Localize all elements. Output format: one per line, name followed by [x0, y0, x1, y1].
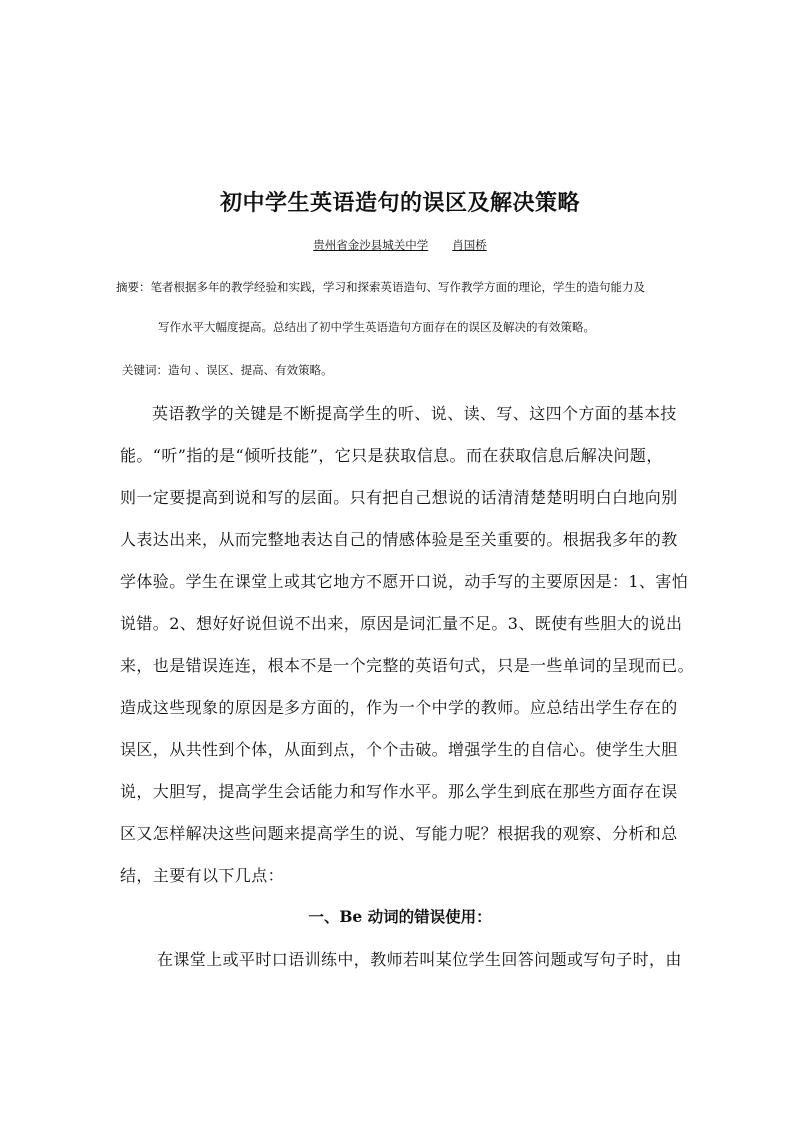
body-line: 造成这些现象的原因是多方面的，作为一个中学的教师。应总结出学生存在的 — [120, 698, 678, 717]
body-line: 说错。2、想好好说但说不出来，原因是词汇量不足。3、既使有些胆大的说出 — [120, 614, 683, 633]
author-line — [0, 237, 800, 253]
body-line: 来，也是错误连连，根本不是一个完整的英语句式，只是一些单词的呈现而已。 — [120, 656, 695, 675]
section-heading: 一、Be 动词的错误使用： — [308, 907, 492, 926]
body-line: 在课堂上或平时口语训练中，教师若叫某位学生回答问题或写句子时，由 — [157, 950, 682, 969]
keywords-line: 关键词：造句 、误区、提高、有效策略。 — [122, 363, 333, 377]
body-line: 结，主要有以下几点： — [120, 866, 285, 885]
document-title: 初中学生英语造句的误区及解决策略 — [219, 191, 580, 216]
abstract-line-1: 摘要：笔者根据多年的教学经验和实践，学习和探索英语造句、写作教学方面的理论，学生的造句能力及 — [116, 280, 645, 294]
body-line: 能。“听”指的是“倾听技能”，它只是获取信息。而在获取信息后解决问题， — [120, 446, 663, 465]
body-line: 则一定要提高到说和写的层面。只有把自己想说的话清清楚楚明明白白地向别 — [120, 488, 678, 507]
author-school: 贵州省金沙县城关中学 — [313, 238, 429, 252]
body-line: 学体验。学生在课堂上或其它地方不愿开口说，动手写的主要原因是：1、害怕 — [120, 572, 689, 591]
body-line: 说，大胆写，提高学生会话能力和写作水平。那么学生到底在那些方面存在误 — [120, 782, 678, 801]
abstract-line-2: 写作水平大幅度提高。总结出了初中学生英语造句方面存在的误区及解决的有效策略。 — [158, 320, 595, 334]
body-line: 人表达出来，从而完整地表达自己的情感体验是至关重要的。根据我多年的教 — [120, 530, 678, 549]
body-line: 误区，从共性到个体，从面到点，个个击破。增强学生的自信心。使学生大胆 — [120, 740, 678, 759]
body-line: 英语教学的关键是不断提高学生的听、说、读、写、这四个方面的基本技 — [152, 404, 677, 423]
body-line: 区又怎样解决这些问题来提高学生的说、写能力呢？根据我的观察、分析和总 — [120, 824, 678, 843]
author-name: 肖国桥 — [452, 238, 487, 252]
